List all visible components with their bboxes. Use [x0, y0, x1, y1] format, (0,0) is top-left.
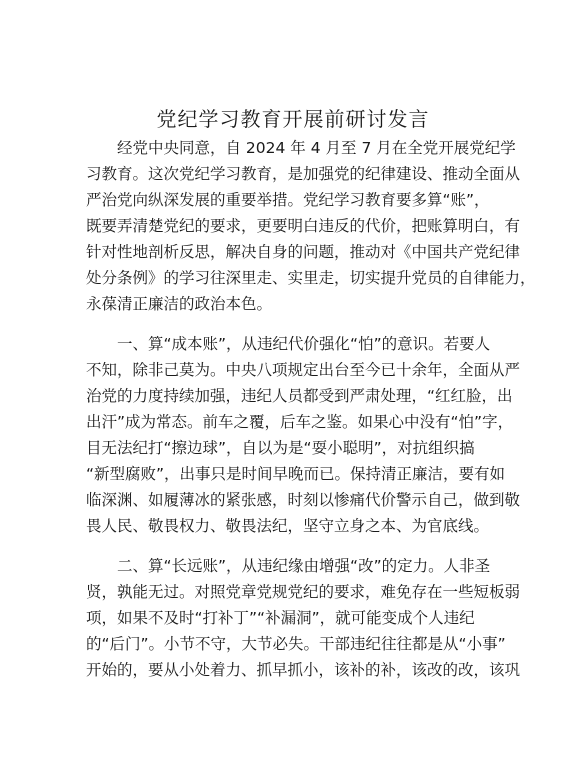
text-line: 出汗”成为常态。前车之覆，后车之鉴。如果心中没有“怕”字， [86, 413, 514, 431]
text-line: 二、算“长远账”，从违纪缘由增强“改”的定力。人非圣 [117, 557, 491, 575]
text-line: 贤，孰能无过。对照党章党规党纪的要求，难免存在一些短板弱 [86, 583, 521, 601]
text-line: 目无法纪打“擦边球”，自以为是“耍小聪明”，对抗组织搞 [86, 439, 475, 457]
document-title: 党纪学习教育开展前研讨发言 [156, 107, 430, 131]
text-line: 永葆清正廉洁的政治本色。 [86, 295, 273, 313]
text-line: 不知，除非己莫为。中央八项规定出台至今已十余年，全面从严 [86, 361, 521, 379]
text-line: “新型腐败”，出事只是时间早晚而已。保持清正廉洁，要有如 [86, 465, 506, 483]
paragraph-intro [86, 135, 536, 317]
text-line: 既要弄清楚党纪的要求，更要明白违反的代价，把账算明白，有 [86, 217, 521, 235]
text-line: 处分条例》的学习往深里走、实里走，切实提升党员的自律能力， [86, 269, 536, 287]
text-line: 项，如果不及时“打补丁”“补漏洞”，就可能变成个人违纪 [86, 609, 475, 627]
text-line: 治党的力度持续加强，违纪人员都受到严肃处理，“红红脸，出 [86, 387, 513, 405]
text-line: 的“后门”。小节不守，大节必失。干部违纪往往都是从“小事” [86, 635, 506, 653]
text-line: 一、算“成本账”，从违纪代价强化“怕”的意识。若要人 [117, 335, 491, 353]
text-line: 严治党向纵深发展的重要举措。党纪学习教育要多算“账”， [86, 191, 490, 209]
document-body [86, 135, 536, 697]
text-line: 畏人民、敬畏权力、敬畏法纪，坚守立身之本、为官底线。 [86, 517, 490, 535]
text-line: 针对性地剖析反思，解决自身的问题，推动对《中国共产党纪律 [86, 243, 521, 261]
text-line: 临深渊、如履薄冰的紧张感，时刻以惨痛代价警示自己，做到敬 [86, 491, 521, 509]
text-line: 经党中央同意，自 2024 年 4 月至 7 月在全党开展党纪学 [117, 139, 516, 157]
text-line: 习教育。这次党纪学习教育，是加强党的纪律建设、推动全面从 [86, 165, 521, 183]
paragraph-section-one [86, 331, 521, 539]
text-line: 开始的，要从小处着力、抓早抓小，该补的补，该改的改，该巩 [86, 661, 521, 679]
paragraph-section-two [86, 553, 521, 683]
